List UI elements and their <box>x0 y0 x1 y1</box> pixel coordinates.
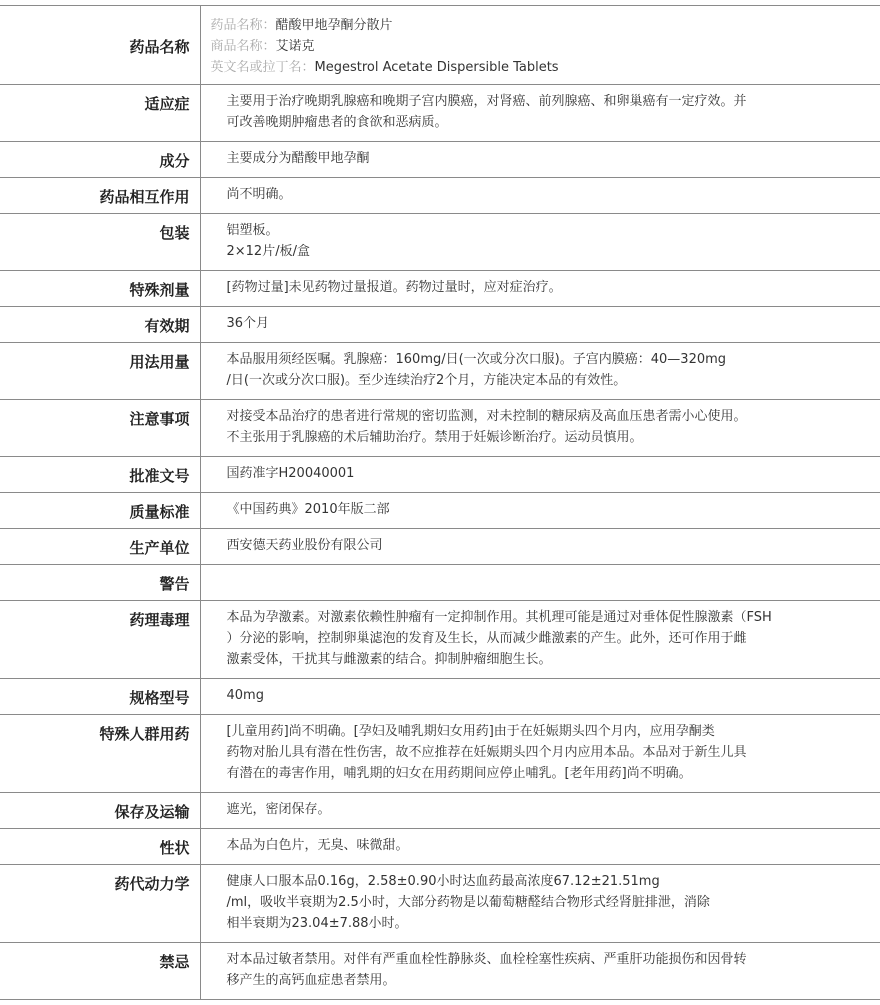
table-row <box>0 529 880 565</box>
row-label: 生产单位 <box>0 529 200 565</box>
value-line: 遮光，密闭保存。 <box>226 802 331 817</box>
value-line <box>227 571 821 592</box>
value-line: 本品为白色片，无臭、味微甜。 <box>226 838 409 853</box>
trade-name-key: 商品名称： <box>210 39 276 54</box>
value-line: 40mg <box>226 688 264 703</box>
table-row <box>0 307 880 343</box>
row-value <box>200 679 880 715</box>
value-line: 西安德天药业股份有限公司 <box>226 538 383 553</box>
value-line: 本品为孕激素。对激素依赖性肿瘤有一定抑制作用。其机理可能是通过对垂体促性腺激素（FSH <box>226 610 772 625</box>
value-line: 《中国药典》2010年版二部 <box>226 502 390 517</box>
row-value <box>200 400 880 457</box>
value-line: /日(一次或分次口服)。至少连续治疗2个月，方能决定本品的有效性。 <box>226 373 627 388</box>
row-value <box>200 271 880 307</box>
value-line: ）分泌的影响，控制卵巢滤泡的发育及生长，从而减少雌激素的产生。此外，还可作用于雌 <box>226 631 747 646</box>
row-label: 药理毒理 <box>0 601 200 679</box>
value-line: 不主张用于乳腺癌的术后辅助治疗。禁用于妊娠诊断治疗。运动员慎用。 <box>226 430 643 445</box>
value-line: 激素受体，干扰其与雌激素的结合。抑制肿瘤细胞生长。 <box>226 652 552 667</box>
row-label: 适应症 <box>0 85 200 142</box>
row-label: 规格型号 <box>0 679 200 715</box>
value-line: 对接受本品治疗的患者进行常规的密切监测，对未控制的糖尿病及高血压患者需小心使用。 <box>226 409 747 424</box>
row-label: 包装 <box>0 214 200 271</box>
value-line: 有潜在的毒害作用，哺乳期的妇女在用药期间应停止哺乳。[老年用药]尚不明确。 <box>226 766 692 781</box>
table-row <box>0 178 880 214</box>
table-row <box>0 679 880 715</box>
table-row <box>0 793 880 829</box>
row-value <box>200 85 880 142</box>
value-line: 2×12片/板/盒 <box>226 244 310 259</box>
row-label: 性状 <box>0 829 200 865</box>
value-line: 尚不明确。 <box>226 187 292 202</box>
row-value <box>200 829 880 865</box>
value-line: 36个月 <box>226 316 270 331</box>
row-label: 用法用量 <box>0 343 200 400</box>
value-line: 铝塑板。 <box>226 223 279 238</box>
table-row <box>0 400 880 457</box>
table-row <box>0 943 880 1000</box>
table-row <box>0 214 880 271</box>
row-value <box>200 943 880 1000</box>
value-line: 移产生的高钙血症患者禁用。 <box>226 973 396 988</box>
value-line: 可改善晚期肿瘤患者的食欲和恶病质。 <box>226 115 448 130</box>
table-row <box>0 865 880 943</box>
value-line: 健康人口服本品0.16g，2.58±0.90小时达血药最高浓度67.12±21.51mg <box>226 874 660 889</box>
row-value <box>200 457 880 493</box>
value-line: 国药准字H20040001 <box>226 466 355 481</box>
row-value <box>200 343 880 400</box>
table-row <box>0 457 880 493</box>
row-value <box>200 565 880 601</box>
row-label: 药品名称 <box>0 6 200 85</box>
row-value <box>200 142 880 178</box>
table-row <box>0 493 880 529</box>
table-row <box>0 601 880 679</box>
row-label: 质量标准 <box>0 493 200 529</box>
value-line: 相半衰期为23.04±7.88小时。 <box>226 916 408 931</box>
row-value <box>200 715 880 793</box>
table-row <box>0 142 880 178</box>
drug-info-table <box>0 5 880 1000</box>
row-value <box>200 865 880 943</box>
row-label: 禁忌 <box>0 943 200 1000</box>
value-line: 主要成分为醋酸甲地孕酮 <box>226 151 370 166</box>
value-line: 本品服用须经医嘱。乳腺癌：160mg/日(一次或分次口服)。子宫内膜癌：40—320mg <box>226 352 727 367</box>
english-name: Megestrol Acetate Dispersible Tablets <box>314 60 559 75</box>
trade-name: 艾诺克 <box>275 39 315 54</box>
row-value <box>200 307 880 343</box>
row-label: 成分 <box>0 142 200 178</box>
drug-name-key: 药品名称： <box>210 18 276 33</box>
table-row <box>0 343 880 400</box>
row-label: 保存及运输 <box>0 793 200 829</box>
english-name-key: 英文名或拉丁名： <box>210 60 315 75</box>
row-value <box>200 178 880 214</box>
value-line: 对本品过敏者禁用。对伴有严重血栓性静脉炎、血栓栓塞性疾病、严重肝功能损伤和因骨转 <box>226 952 747 967</box>
row-names <box>0 6 880 85</box>
table-row <box>0 715 880 793</box>
row-label: 有效期 <box>0 307 200 343</box>
row-value <box>200 601 880 679</box>
row-value <box>200 6 880 85</box>
row-label: 警告 <box>0 565 200 601</box>
value-line: [药物过量]未见药物过量报道。药物过量时，应对症治疗。 <box>226 280 562 295</box>
table-row <box>0 85 880 142</box>
row-label: 批准文号 <box>0 457 200 493</box>
row-label: 特殊剂量 <box>0 271 200 307</box>
row-value <box>200 793 880 829</box>
table-row <box>0 565 880 601</box>
value-line: 主要用于治疗晚期乳腺癌和晚期子宫内膜癌，对肾癌、前列腺癌、和卵巢癌有一定疗效。并 <box>226 94 747 109</box>
row-label: 特殊人群用药 <box>0 715 200 793</box>
table-row <box>0 829 880 865</box>
row-value <box>200 214 880 271</box>
row-label: 药品相互作用 <box>0 178 200 214</box>
row-value <box>200 493 880 529</box>
value-line: 药物对胎儿具有潜在性伤害，故不应推荐在妊娠期头四个月内应用本品。本品对于新生儿具 <box>226 745 747 760</box>
row-label: 注意事项 <box>0 400 200 457</box>
row-value <box>200 529 880 565</box>
drug-name: 醋酸甲地孕酮分散片 <box>275 18 393 33</box>
table-row <box>0 271 880 307</box>
value-line: [儿童用药]尚不明确。[孕妇及哺乳期妇女用药]由于在妊娠期头四个月内，应用孕酮类 <box>226 724 715 739</box>
value-line: /ml，吸收半衰期为2.5小时，大部分药物是以葡萄糖醛结合物形式经肾脏排泄，消除 <box>226 895 710 910</box>
row-label: 药代动力学 <box>0 865 200 943</box>
